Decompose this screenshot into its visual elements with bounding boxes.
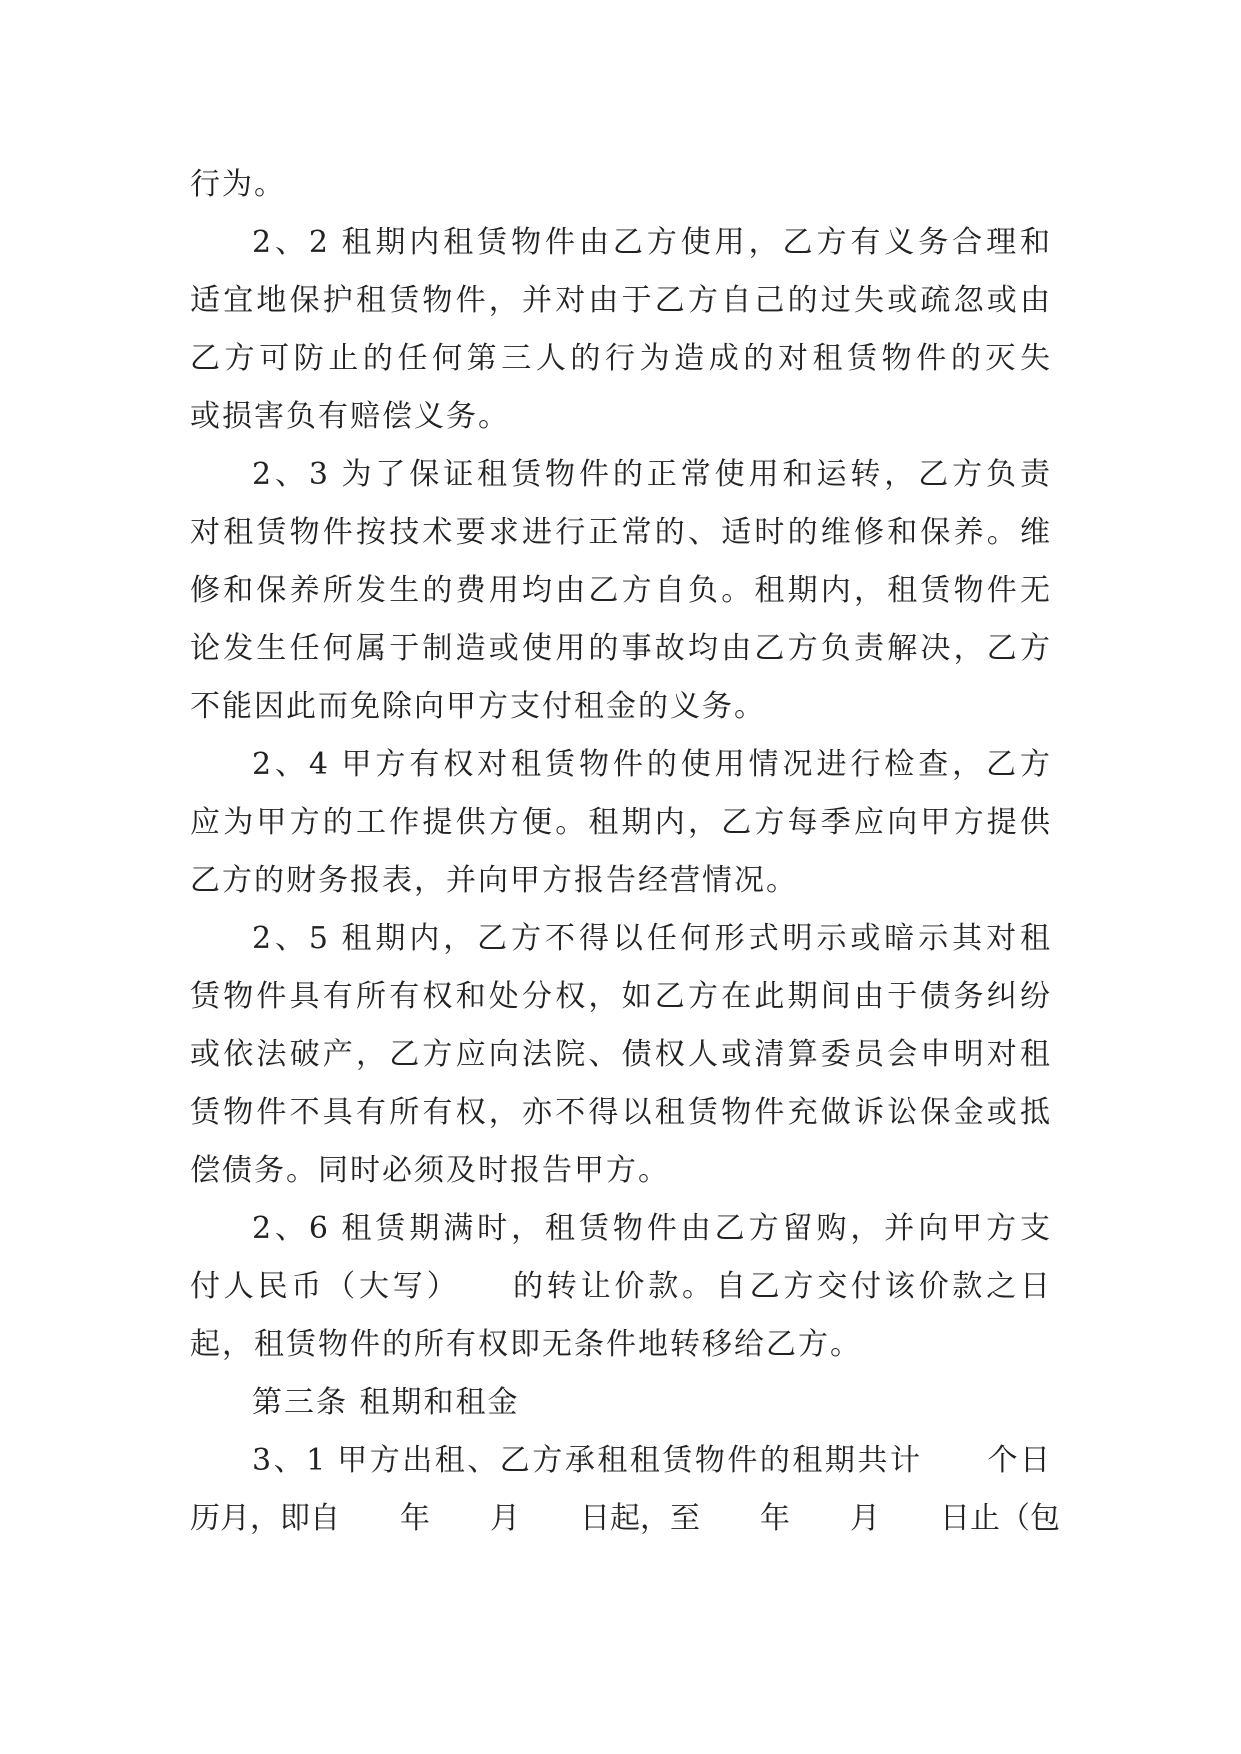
- clause-2-2-heading-line: 2、2 租期内租赁物件由乙方使用，乙方有义务合理和: [252, 225, 1050, 260]
- text-line-5: 或损害负有赔偿义务。: [190, 399, 510, 434]
- text-line-17: 赁物件不具有所有权，亦不得以租赁物件充做诉讼保金或抵: [190, 1095, 1050, 1130]
- text-line-8: 修和保养所发生的费用均由乙方自负。租期内，租赁物件无: [190, 573, 1050, 608]
- text-line-18: 偿债务。同时必须及时报告甲方。: [190, 1153, 670, 1188]
- text-line-21: 起，租赁物件的所有权即无条件地转移给乙方。: [190, 1327, 862, 1362]
- text-line-24: 历月，即自 年 月 日起，至 年 月 日止（包: [190, 1501, 1060, 1536]
- text-line-16: 或依法破产，乙方应向法院、债权人或清算委员会申明对租: [190, 1037, 1050, 1072]
- article-3-heading: 第三条 租期和租金: [252, 1385, 520, 1420]
- text-line-1: 行为。: [190, 167, 286, 202]
- text-line-3: 适宜地保护租赁物件，并对由于乙方自己的过失或疏忽或由: [190, 283, 1050, 318]
- clause-2-6-heading-line: 2、6 租赁期满时，租赁物件由乙方留购，并向甲方支: [252, 1211, 1050, 1246]
- text-line-12: 应为甲方的工作提供方便。租期内，乙方每季应向甲方提供: [190, 805, 1050, 840]
- text-line-20: 付人民币（大写） 的转让价款。自乙方交付该价款之日: [190, 1269, 1050, 1304]
- text-line-7: 对租赁物件按技术要求进行正常的、适时的维修和保养。维: [190, 515, 1050, 550]
- text-line-9: 论发生任何属于制造或使用的事故均由乙方负责解决，乙方: [190, 631, 1050, 666]
- text-line-4: 乙方可防止的任何第三人的行为造成的对租赁物件的灭失: [190, 341, 1050, 376]
- clause-2-3-heading-line: 2、3 为了保证租赁物件的正常使用和运转，乙方负责: [252, 457, 1050, 492]
- text-line-15: 赁物件具有所有权和处分权，如乙方在此期间由于债务纠纷: [190, 979, 1050, 1014]
- clause-3-1-heading-line: 3、1 甲方出租、乙方承租租赁物件的租期共计 个日: [252, 1443, 1050, 1478]
- clause-2-5-heading-line: 2、5 租期内，乙方不得以任何形式明示或暗示其对租: [252, 921, 1050, 956]
- text-line-10: 不能因此而免除向甲方支付租金的义务。: [190, 689, 766, 724]
- text-line-13: 乙方的财务报表，并向甲方报告经营情况。: [190, 863, 798, 898]
- clause-2-4-heading-line: 2、4 甲方有权对租赁物件的使用情况进行检查，乙方: [252, 747, 1050, 782]
